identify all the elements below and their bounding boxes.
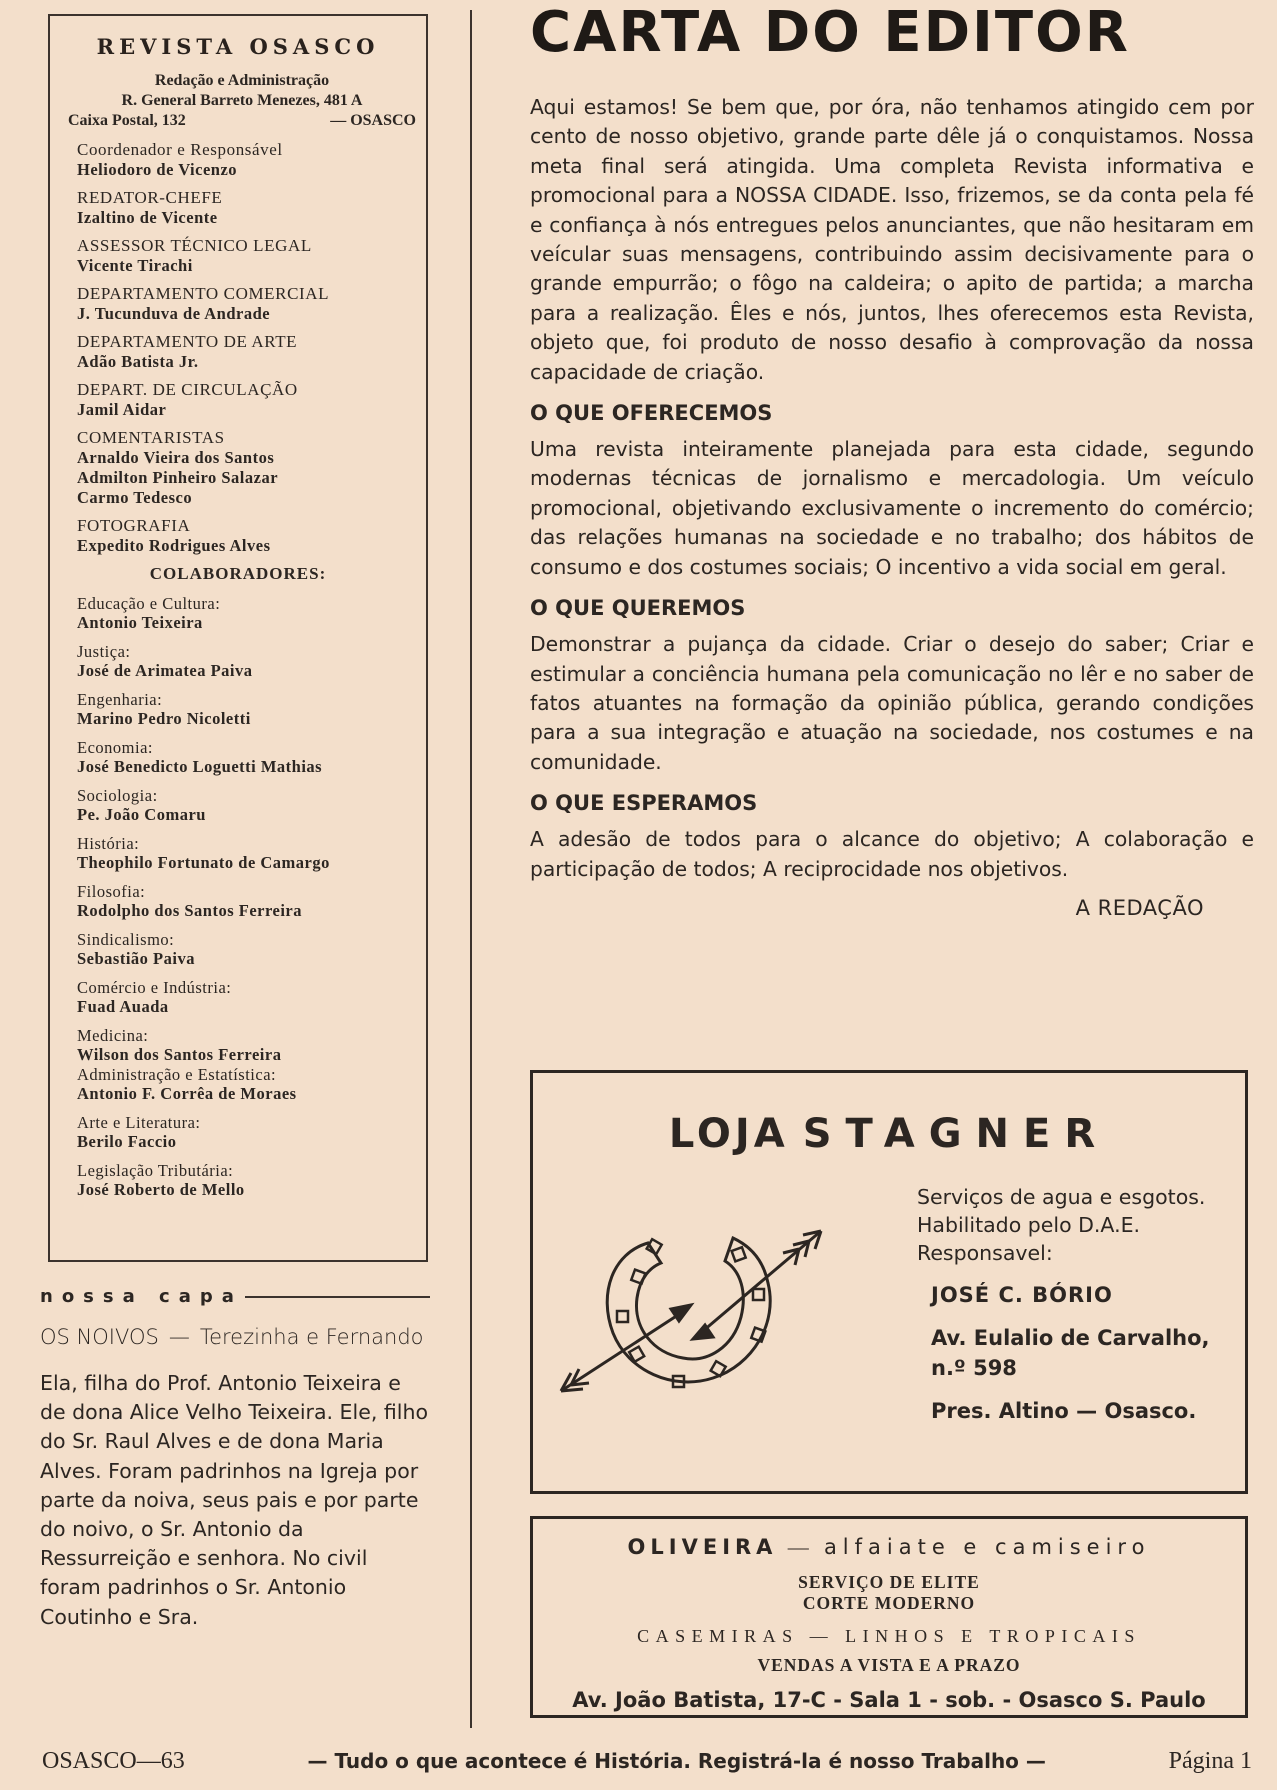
ad-stagner-responsible: JOSÉ C. BÓRIO: [931, 1283, 1113, 1307]
colaborador-name: Wilson dos Santos Ferreira: [77, 1045, 282, 1064]
fotografia-role: FOTOGRAFIA: [77, 516, 191, 535]
colaborador-name: Berilo Faccio: [77, 1132, 177, 1151]
colaborador-area: Comércio e Indústria:: [77, 978, 232, 997]
editor-intro-paragraph: Aqui estamos! Se bem que, por óra, não tenhamos atingido cem por cento de nosso objetivo, grande parte dêle já o conquistamos. Nossa meta final será atingida. Uma completa Revista informativa e promocional para a NOSSA CIDADE. Isso, frizemos, se da conta pela fé e confiança à nós entregues pelos anunciantes, que não hesitaram em veícular suas mensagens, contribuindo assim decisivamente para o grande empurrão; o fôgo na caldeira; o apito de partida; a marcha para a realização. Êles e nós, juntos, lhes oferecemos esta Revista, objeto que, foi produto de nosso desafio à comprovação da nossa capacidade de criação.: [530, 95, 1254, 384]
colaborador-entry: [77, 786, 426, 825]
colaborador-name: Antonio Teixeira: [77, 613, 203, 632]
colaborador-area: Legislação Tributária:: [77, 1161, 234, 1180]
colaborador-entry: [77, 834, 426, 873]
staff-entry: [77, 284, 426, 324]
section-text-oferecemos: Uma revista inteiramente planejada para esta cidade, segundo modernas técnicas de jornalismo e mercadologia. Um veículo promocional, objetivando exclusivamente o incremento do comércio; das relações humanas na sociedade e no trabalho; dos hábitos de consumo e dos costumes sociais; O incentivo a vida social em geral.: [530, 437, 1254, 579]
colaborador-entry: [77, 642, 426, 681]
colaboradores-heading: COLABORADORES:: [149, 564, 327, 583]
ad-stagner-title-a: LOJA: [668, 1111, 789, 1157]
colaborador-area: Justiça:: [77, 642, 131, 661]
colaborador-entry: [77, 738, 426, 777]
colaborador-name: José Benedicto Loguetti Mathias: [77, 757, 323, 776]
staff-entry: [77, 140, 426, 180]
ad-stagner-title: [533, 1111, 1245, 1157]
comentarista-name: Admilton Pinheiro Salazar: [77, 468, 279, 487]
ad-stagner-info: [917, 1183, 1227, 1425]
cover-description: Ela, filha do Prof. Antonio Teixeira e de dona Alice Velho Teixeira. Ele, filho do Sr. Raul Alves e de dona Maria Alves. Foram padrinhos na Igreja por parte da noiva, seus pais e por parte do noivo, o Sr. Antonio da Ressurreição e senhora. No civil foram padrinhos o Sr. Antonio Coutinho e Sra.: [40, 1371, 428, 1629]
staff-name: Jamil Aidar: [77, 400, 167, 419]
staff-role: REDATOR-CHEFE: [77, 188, 223, 207]
footer-motto: — Tudo o que acontece é História. Registrá-la é nosso Trabalho —: [307, 1749, 1046, 1773]
address-city: — OSASCO: [330, 112, 416, 129]
ad-oliveira: [530, 1516, 1248, 1718]
colaborador-entry: [77, 594, 426, 633]
staff-name: Izaltino de Vicente: [77, 208, 218, 227]
colaborador-entry: [77, 1161, 426, 1200]
ad-stagner-city: Pres. Altino — Osasco.: [931, 1399, 1197, 1423]
ad-oliveira-tagline: alfaiate e camiseiro: [823, 1535, 1151, 1559]
colaborador-name: José de Arimatea Paiva: [77, 661, 253, 680]
colaborador-area: Economia:: [77, 738, 153, 757]
colaborador-entry: [77, 882, 426, 921]
comentaristas-entry: [77, 428, 426, 508]
colaborador-area: Administração e Estatística:: [77, 1065, 277, 1084]
staff-list: [50, 140, 426, 556]
cover-dash: —: [168, 1325, 190, 1349]
editor-letter-title: CARTA DO EDITOR: [530, 0, 1130, 65]
colaborador-area: Educação e Cultura:: [77, 594, 221, 613]
colaborador-area: Sociologia:: [77, 786, 158, 805]
ad-oliveira-line-4: CASEMIRAS — LINHOS E TROPICAIS: [637, 1626, 1141, 1646]
cover-couple-names: Terezinha e Fernando: [199, 1325, 424, 1349]
footer-issue: OSASCO—63: [42, 1748, 185, 1774]
section-text-esperamos: A adesão de todos para o alcance do objetivo; A colaboração e participação de todos; A reciprocidade nos objetivos.: [530, 827, 1254, 881]
staff-role: ASSESSOR TÉCNICO LEGAL: [77, 236, 312, 255]
comentaristas-role: COMENTARISTAS: [77, 428, 225, 447]
fotografia-entry: [77, 516, 426, 556]
colaborador-area: Medicina:: [77, 1026, 149, 1045]
staff-name: J. Tucunduva de Andrade: [77, 304, 271, 323]
staff-name: Heliodoro de Vicenzo: [77, 160, 238, 179]
colaboradores-list: [50, 594, 426, 1200]
colaborador-entry: [77, 978, 426, 1017]
footer-page-number: Página 1: [1168, 1748, 1252, 1774]
staff-entry: [77, 380, 426, 420]
editor-signoff: A REDAÇÃO: [1075, 895, 1204, 920]
colaborador-entry: [77, 1113, 426, 1152]
address-line-1: Redação e Administração: [154, 72, 330, 89]
colaborador-entry: [77, 690, 426, 729]
staff-entry: [77, 332, 426, 372]
caixa-postal: Caixa Postal, 132: [68, 112, 186, 129]
address-line-2: R. General Barreto Menezes, 481 A: [121, 92, 363, 109]
colaborador-entry: [77, 1026, 426, 1065]
cover-note-title: nossa capa: [40, 1286, 243, 1307]
ad-stagner-address: Av. Eulalio de Carvalho, n.º 598: [931, 1326, 1210, 1380]
section-heading-esperamos: O QUE ESPERAMOS: [530, 791, 758, 816]
staff-entry: [77, 236, 426, 276]
ad-oliveira-name: OLIVEIRA: [627, 1535, 778, 1559]
comentarista-name: Arnaldo Vieira dos Santos: [77, 448, 275, 467]
cover-subject: [40, 1323, 430, 1351]
editor-letter: [530, 0, 1254, 920]
colaborador-entry: [77, 1065, 426, 1104]
section-text-queremos: Demonstrar a pujança da cidade. Criar o desejo do saber; Criar e estimular a conciência humana pela comunicação no lêr e no saber de fatos atuantes na formação da opinião pública, gerando condições para a sua integração e atuação na sociedade, nos costumes e na comunidade.: [530, 632, 1254, 774]
address-line-3: [68, 111, 416, 131]
staff-role: Coordenador e Responsável: [77, 140, 283, 159]
colaborador-name: Sebastião Paiva: [77, 949, 195, 968]
cover-note: [40, 1286, 430, 1632]
cover-note-heading: [40, 1286, 430, 1307]
colaborador-name: Theophilo Fortunato de Camargo: [77, 853, 330, 872]
ad-oliveira-headline: [533, 1535, 1245, 1560]
colaborador-name: Fuad Auada: [77, 997, 169, 1016]
colaborador-area: Engenharia:: [77, 690, 163, 709]
colaborador-name: Rodolpho dos Santos Ferreira: [77, 901, 303, 920]
ad-oliveira-line-2: SERVIÇO DE ELITE: [798, 1572, 980, 1592]
horseshoe-arrow-logo: [553, 1213, 853, 1407]
fotografia-name: Expedito Rodrigues Alves: [77, 536, 271, 555]
colaborador-area: História:: [77, 834, 140, 853]
masthead-address: [50, 71, 426, 131]
colaborador-name: Antonio F. Corrêa de Moraes: [77, 1084, 297, 1103]
ad-oliveira-address: Av. João Batista, 17-C - Sala 1 - sob. - Osasco S. Paulo: [572, 1688, 1206, 1712]
colaborador-entry: [77, 930, 426, 969]
staff-entry: [77, 188, 426, 228]
colaborador-area: Sindicalismo:: [77, 930, 175, 949]
ad-oliveira-line-3: CORTE MODERNO: [802, 1593, 976, 1613]
ad-stagner-title-b: STAGNER: [802, 1111, 1110, 1157]
colaborador-area: Filosofia:: [77, 882, 146, 901]
staff-role: DEPARTAMENTO DE ARTE: [77, 332, 298, 351]
cover-subject-label: OS NOIVOS: [40, 1325, 159, 1349]
ad-stagner-services: Serviços de agua e esgotos. Habilitado pelo D.A.E. Responsavel:: [917, 1185, 1206, 1265]
comentarista-name: Carmo Tedesco: [77, 488, 193, 507]
section-heading-queremos: O QUE QUEREMOS: [530, 596, 746, 621]
section-heading-oferecemos: O QUE OFERECEMOS: [530, 401, 773, 426]
colaborador-name: Pe. João Comaru: [77, 805, 206, 824]
ad-loja-stagner: [530, 1070, 1248, 1494]
masthead-title: REVISTA OSASCO: [96, 34, 380, 59]
colaborador-name: José Roberto de Mello: [77, 1180, 245, 1199]
staff-role: DEPART. DE CIRCULAÇÃO: [77, 380, 298, 399]
ad-oliveira-dash: —: [787, 1535, 814, 1559]
colaborador-area: Arte e Literatura:: [77, 1113, 201, 1132]
staff-role: DEPARTAMENTO COMERCIAL: [77, 284, 330, 303]
staff-name: Adão Batista Jr.: [77, 352, 199, 371]
page-footer: [42, 1748, 1252, 1775]
colaborador-name: Marino Pedro Nicoletti: [77, 709, 251, 728]
staff-name: Vicente Tirachi: [77, 256, 193, 275]
masthead-box: [48, 14, 428, 1262]
ad-oliveira-line-5: VENDAS A VISTA E A PRAZO: [757, 1655, 1021, 1675]
heading-rule: [245, 1296, 430, 1298]
column-divider: [470, 10, 472, 1728]
